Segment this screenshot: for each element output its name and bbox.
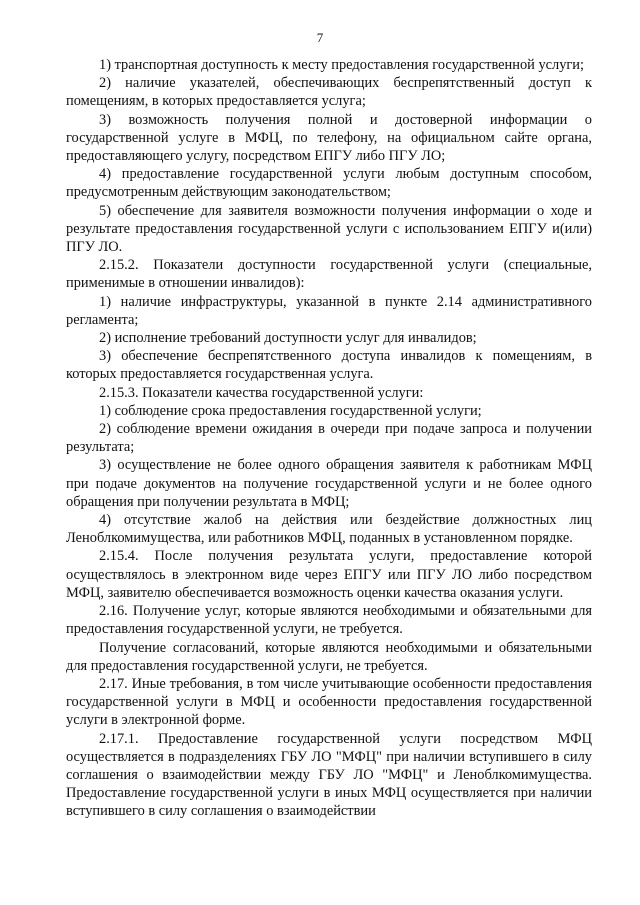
paragraph: 4) отсутствие жалоб на действия или бездействие должностных лиц Леноблкомимущества, или работников МФЦ, поданных в установленном порядке. xyxy=(66,512,592,547)
paragraph: 1) соблюдение срока предоставления государственной услуги; xyxy=(99,402,482,419)
page-number: 7 xyxy=(316,30,324,45)
paragraph: 3) осуществление не более одного обращения заявителя к работникам МФЦ при подаче документов на получение государственной услуги и не более одного обращения при получении результата в МФЦ; xyxy=(66,457,592,510)
document-body xyxy=(66,56,592,821)
paragraph: 3) обеспечение беспрепятственного доступа инвалидов к помещениям, в которых предоставляется государственная услуга. xyxy=(66,348,592,383)
paragraph: 2.17. Иные требования, в том числе учитывающие особенности предоставления государственной услуги в МФЦ и особенности предоставления государственной услуги в электронной форме. xyxy=(66,675,592,729)
paragraph: 2) соблюдение времени ожидания в очереди при подаче запроса и получении результата; xyxy=(66,421,592,456)
paragraph: 4) предоставление государственной услуги любым доступным способом, предусмотренным действующим законодательством; xyxy=(66,166,592,201)
paragraph: 3) возможность получения полной и достоверной информации о государственной услуге в МФЦ, по телефону, на официальном сайте органа, предоставляющего услугу, посредством ЕПГУ либо ПГУ ЛО; xyxy=(66,111,592,165)
paragraph: Получение согласований, которые являются необходимыми и обязательными для предоставления государственной услуги, не требуется. xyxy=(66,639,592,674)
paragraph: 2.15.2. Показатели доступности государственной услуги (специальные, применимые в отношении инвалидов): xyxy=(66,257,592,292)
paragraph: 2) исполнение требований доступности услуг для инвалидов; xyxy=(99,330,477,347)
paragraph: 2.16. Получение услуг, которые являются необходимыми и обязательными для предоставления государственной услуги, не требуется. xyxy=(66,603,592,638)
paragraph: 2) наличие указателей, обеспечивающих беспрепятственный доступ к помещениям, в которых предоставляется услуга; xyxy=(66,75,592,110)
paragraph: 5) обеспечение для заявителя возможности получения информации о ходе и результате предоставления государственной услуги с использованием ЕПГУ и(или) ПГУ ЛО. xyxy=(66,202,592,256)
paragraph: 2.17.1. Предоставление государственной услуги посредством МФЦ осуществляется в подразделениях ГБУ ЛО "МФЦ" при наличии вступившего в силу соглашения о взаимодействии между ГБУ ЛО "МФЦ" и Леноблкомимущества. Предоставление государственной услуги в иных МФЦ осуществляется при наличии вступившего в силу соглашения о взаимодействии xyxy=(66,730,592,820)
paragraph: 1) транспортная доступность к месту предоставления государственной услуги; xyxy=(99,57,585,73)
paragraph: 1) наличие инфраструктуры, указанной в пункте 2.14 административного регламента; xyxy=(66,293,592,328)
paragraph: 2.15.4. После получения результата услуги, предоставление которой осуществлялось в электронном виде через ЕПГУ или ПГУ ЛО либо посредством МФЦ, заявителю обеспечивается возможность оценки качества оказания услуги. xyxy=(66,548,592,601)
paragraph: 2.15.3. Показатели качества государственной услуги: xyxy=(99,384,424,401)
